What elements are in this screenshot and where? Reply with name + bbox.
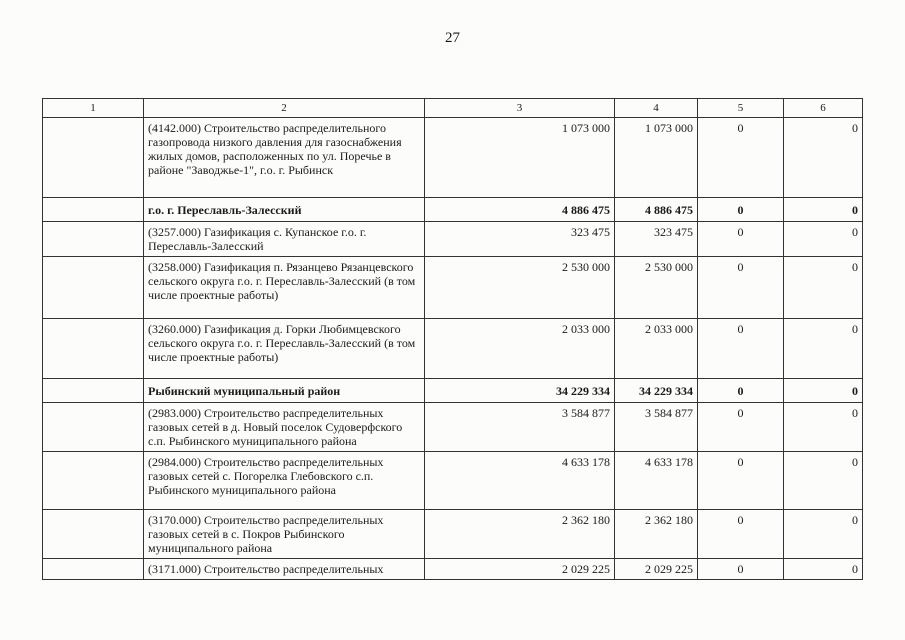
budget-table bbox=[42, 98, 863, 580]
amount-col3-cell: 2 362 180 bbox=[425, 510, 615, 559]
amount-col3-cell: 2 033 000 bbox=[425, 319, 615, 379]
row-name-cell: (3170.000) Строительство распределительных газовых сетей в с. Покров Рыбинского муниципального района bbox=[144, 510, 425, 559]
amount-col5-cell: 0 bbox=[698, 198, 784, 222]
row-code-cell bbox=[43, 403, 144, 452]
table-row bbox=[43, 510, 863, 559]
amount-col4-cell: 3 584 877 bbox=[615, 403, 698, 452]
amount-col4-cell: 34 229 334 bbox=[615, 379, 698, 403]
row-code-cell bbox=[43, 222, 144, 257]
row-code-cell bbox=[43, 257, 144, 319]
group-row bbox=[43, 379, 863, 403]
amount-col6-cell: 0 bbox=[784, 319, 863, 379]
amount-col6-cell: 0 bbox=[784, 118, 863, 198]
amount-col6-cell: 0 bbox=[784, 379, 863, 403]
table-row bbox=[43, 452, 863, 510]
row-name-cell: (4142.000) Строительство распределительного газопровода низкого давления для газоснабжения жилых домов, расположенных по ул. Поречье в районе "Заводжье-1", г.о. г. Рыбинск bbox=[144, 118, 425, 198]
row-code-cell bbox=[43, 198, 144, 222]
row-name-cell: (3171.000) Строительство распределительных bbox=[144, 559, 425, 580]
table-row bbox=[43, 403, 863, 452]
amount-col3-cell: 4 886 475 bbox=[425, 198, 615, 222]
amount-col6-cell: 0 bbox=[784, 510, 863, 559]
amount-col3-cell: 4 633 178 bbox=[425, 452, 615, 510]
table-row bbox=[43, 257, 863, 319]
amount-col6-cell: 0 bbox=[784, 198, 863, 222]
amount-col5-cell: 0 bbox=[698, 510, 784, 559]
table-row bbox=[43, 118, 863, 198]
amount-col3-cell: 34 229 334 bbox=[425, 379, 615, 403]
amount-col4-cell: 2 029 225 bbox=[615, 559, 698, 580]
amount-col4-cell: 2 033 000 bbox=[615, 319, 698, 379]
column-header-5: 5 bbox=[698, 99, 784, 118]
column-header-1: 1 bbox=[43, 99, 144, 118]
amount-col6-cell: 0 bbox=[784, 222, 863, 257]
page-number: 27 bbox=[445, 30, 460, 46]
amount-col5-cell: 0 bbox=[698, 379, 784, 403]
amount-col5-cell: 0 bbox=[698, 452, 784, 510]
column-header-6: 6 bbox=[784, 99, 863, 118]
group-row bbox=[43, 198, 863, 222]
amount-col5-cell: 0 bbox=[698, 403, 784, 452]
amount-col4-cell: 2 530 000 bbox=[615, 257, 698, 319]
amount-col4-cell: 1 073 000 bbox=[615, 118, 698, 198]
column-header-2: 2 bbox=[144, 99, 425, 118]
table-row bbox=[43, 222, 863, 257]
amount-col4-cell: 4 633 178 bbox=[615, 452, 698, 510]
row-name-cell: (2984.000) Строительство распределительных газовых сетей с. Погорелка Глебовского с.п. Рыбинского муниципального района bbox=[144, 452, 425, 510]
row-code-cell bbox=[43, 319, 144, 379]
row-name-cell: (3260.000) Газификация д. Горки Любимцевского сельского округа г.о. г. Переславль-Залесский (в том числе проектные работы) bbox=[144, 319, 425, 379]
amount-col6-cell: 0 bbox=[784, 257, 863, 319]
table-row bbox=[43, 319, 863, 379]
amount-col4-cell: 4 886 475 bbox=[615, 198, 698, 222]
row-code-cell bbox=[43, 118, 144, 198]
amount-col3-cell: 3 584 877 bbox=[425, 403, 615, 452]
row-name-cell: (3258.000) Газификация п. Рязанцево Рязанцевского сельского округа г.о. г. Переславль-Залесский (в том числе проектные работы) bbox=[144, 257, 425, 319]
row-name-cell: г.о. г. Переславль-Залесский bbox=[144, 198, 425, 222]
row-code-cell bbox=[43, 379, 144, 403]
amount-col4-cell: 2 362 180 bbox=[615, 510, 698, 559]
amount-col6-cell: 0 bbox=[784, 403, 863, 452]
row-name-cell: (3257.000) Газификация с. Купанское г.о. г. Переславль-Залесский bbox=[144, 222, 425, 257]
amount-col3-cell: 323 475 bbox=[425, 222, 615, 257]
amount-col5-cell: 0 bbox=[698, 118, 784, 198]
row-code-cell bbox=[43, 559, 144, 580]
row-code-cell bbox=[43, 452, 144, 510]
amount-col3-cell: 2 530 000 bbox=[425, 257, 615, 319]
amount-col3-cell: 2 029 225 bbox=[425, 559, 615, 580]
row-name-cell: Рыбинский муниципальный район bbox=[144, 379, 425, 403]
column-header-4: 4 bbox=[615, 99, 698, 118]
amount-col5-cell: 0 bbox=[698, 559, 784, 580]
row-code-cell bbox=[43, 510, 144, 559]
amount-col5-cell: 0 bbox=[698, 319, 784, 379]
column-header-3: 3 bbox=[425, 99, 615, 118]
amount-col5-cell: 0 bbox=[698, 222, 784, 257]
table-header-row bbox=[43, 99, 863, 118]
table-row bbox=[43, 559, 863, 580]
row-name-cell: (2983.000) Строительство распределительных газовых сетей в д. Новый поселок Судоверфского с.п. Рыбинского муниципального района bbox=[144, 403, 425, 452]
amount-col5-cell: 0 bbox=[698, 257, 784, 319]
amount-col4-cell: 323 475 bbox=[615, 222, 698, 257]
amount-col6-cell: 0 bbox=[784, 452, 863, 510]
amount-col3-cell: 1 073 000 bbox=[425, 118, 615, 198]
amount-col6-cell: 0 bbox=[784, 559, 863, 580]
